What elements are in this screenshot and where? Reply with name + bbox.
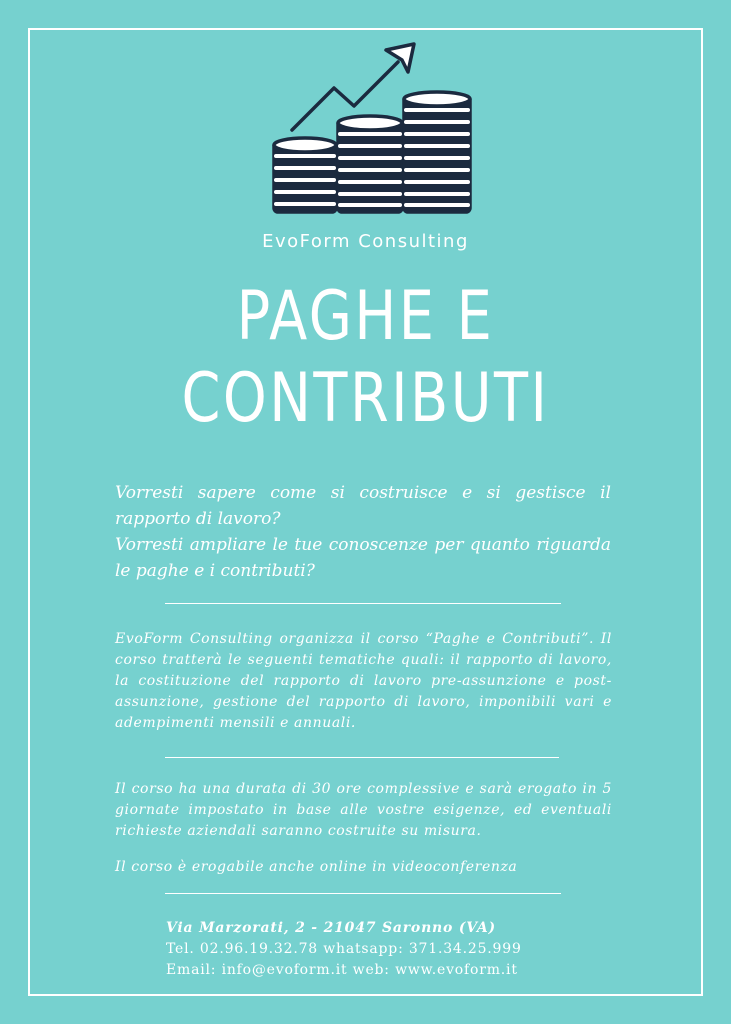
intro-questions <box>115 480 611 584</box>
question-2: Vorresti ampliare le tue conoscenze per quanto riguarda le paghe e i contributi? <box>115 535 611 581</box>
title-line-1: PAGHE E <box>236 277 495 356</box>
divider-2 <box>165 757 559 758</box>
course-duration: Il corso ha una durata di 30 ore complessive e sarà erogato in 5 giornate impostato in base alle vostre esigenze, ed eventuali richieste aziendali saranno costruite su misura. <box>115 781 612 839</box>
address: Via Marzorati, 2 - 21047 Saronno (VA) <box>166 920 496 936</box>
email-web-line: Email: info@evoform.it web: www.evoform.it <box>166 962 518 978</box>
contact-info <box>166 918 586 981</box>
divider-1 <box>165 603 561 604</box>
course-description: EvoForm Consulting organizza il corso “Paghe e Contributi”. Il corso tratterà le seguenti tematiche quali: il rapporto di lavoro, la costituzione del rapporto di lavoro pre-assunzione e post-assunzione, gestione del rapporto di lavoro, imponibili vari e adempimenti mensili e annuali. <box>115 631 612 731</box>
phone-line: Tel. 02.96.19.32.78 whatsapp: 371.34.25.999 <box>166 941 522 957</box>
question-1: Vorresti sapere come si costruisce e si gestisce il rapporto di lavoro? <box>115 483 611 529</box>
divider-3 <box>165 893 561 894</box>
brand-name: EvoForm Consulting <box>262 231 469 252</box>
title-line-2: CONTRIBUTI <box>181 359 550 438</box>
page-title <box>66 276 665 440</box>
coins-growth-chart-icon <box>262 38 482 220</box>
online-availability: Il corso è erogabile anche online in videoconferenza <box>115 859 518 875</box>
